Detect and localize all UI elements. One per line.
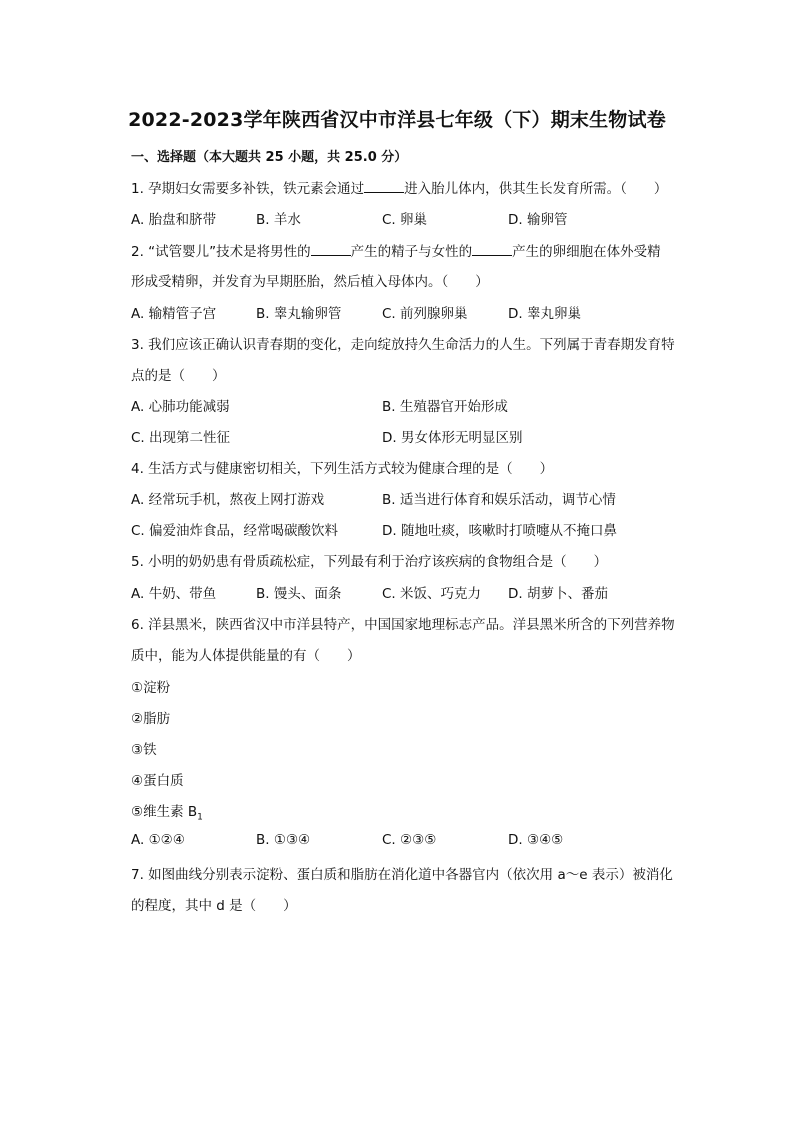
- question-1: [131, 177, 667, 197]
- section-heading: 一、选择题（本大题共 25 小题，共 25.0 分）: [131, 150, 408, 165]
- q6-item-1: ①淀粉: [131, 680, 171, 696]
- q1-option-b: B. 羊水: [256, 212, 301, 228]
- question-3: 3. 我们应该正确认识青春期的变化，走向绽放持久生命活力的人生。下列属于青春期发育特: [131, 337, 675, 353]
- answer-blank: [364, 180, 404, 193]
- q2-option-d: D. 睾丸卵巢: [508, 306, 581, 322]
- question-1-text-b: 进入胎儿体内，供其生长发育所需。（ ）: [404, 181, 668, 197]
- q1-option-d: D. 输卵管: [508, 212, 568, 228]
- q6-option-d: D. ③④⑤: [508, 832, 564, 848]
- q2-option-c: C. 前列腺卵巢: [382, 306, 468, 322]
- q3-option-d: D. 男女体形无明显区别: [382, 430, 523, 446]
- q4-option-b: B. 适当进行体育和娱乐活动，调节心情: [382, 492, 616, 508]
- q6-option-a: A. ①②④: [131, 832, 185, 848]
- q1-option-a: A. 胎盘和脐带: [131, 212, 217, 228]
- q1-option-c: C. 卵巢: [382, 212, 428, 228]
- question-6-line-2: 质中，能为人体提供能量的有（ ）: [131, 648, 361, 664]
- question-2-text-a: 2. “试管婴儿”技术是将男性的: [131, 244, 311, 260]
- q5-option-c: C. 米饭、巧克力: [382, 586, 482, 602]
- q3-option-a: A. 心肺功能减弱: [131, 399, 230, 415]
- question-3-line-2: 点的是（ ）: [131, 368, 226, 384]
- page-title: 2022-2023学年陕西省汉中市洋县七年级（下）期末生物试卷: [128, 109, 666, 131]
- question-4: 4. 生活方式与健康密切相关，下列生活方式较为健康合理的是（ ）: [131, 461, 554, 477]
- q6-item-2: ②脂肪: [131, 711, 171, 727]
- question-7: 7. 如图曲线分别表示淀粉、蛋白质和脂肪在消化道中各器官内（依次用 a～e 表示）被消化: [131, 867, 673, 883]
- q5-option-b: B. 馒头、面条: [256, 586, 342, 602]
- q4-option-c: C. 偏爱油炸食品，经常喝碳酸饮料: [131, 523, 339, 539]
- q4-option-a: A. 经常玩手机，熬夜上网打游戏: [131, 492, 325, 508]
- question-2: [131, 240, 661, 260]
- question-2-line-2: 形成受精卵，并发育为早期胚胎，然后植入母体内。（ ）: [131, 274, 489, 290]
- q4-option-d: D. 随地吐痰，咳嗽时打喷嚏从不掩口鼻: [382, 523, 617, 539]
- answer-blank: [311, 243, 351, 256]
- question-2-text-c: 产生的卵细胞在体外受精: [512, 244, 661, 260]
- q3-option-b: B. 生殖器官开始形成: [382, 399, 508, 415]
- q2-option-a: A. 输精管子宫: [131, 306, 217, 322]
- question-2-text-b: 产生的精子与女性的: [350, 244, 473, 260]
- q6-item-4: ④蛋白质: [131, 773, 184, 789]
- answer-blank: [472, 243, 512, 256]
- q6-item-5: [131, 800, 203, 823]
- q6-item-5-text: ⑤维生素 B: [131, 804, 198, 820]
- q2-option-b: B. 睾丸输卵管: [256, 306, 342, 322]
- question-7-line-2: 的程度，其中 d 是（ ）: [131, 898, 297, 914]
- question-5: 5. 小明的奶奶患有骨质疏松症，下列最有利于治疗该疾病的食物组合是（ ）: [131, 554, 608, 570]
- q6-item-3: ③铁: [131, 742, 157, 758]
- q5-option-d: D. 胡萝卜、番茄: [508, 586, 608, 602]
- q6-option-b: B. ①③④: [256, 832, 311, 848]
- q3-option-c: C. 出现第二性征: [131, 430, 231, 446]
- q5-option-a: A. 牛奶、带鱼: [131, 586, 217, 602]
- question-1-text-a: 1. 孕期妇女需要多补铁，铁元素会通过: [131, 181, 365, 197]
- q6-option-c: C. ②③⑤: [382, 832, 437, 848]
- subscript: 1: [197, 812, 203, 823]
- question-6: 6. 洋县黑米，陕西省汉中市洋县特产，中国国家地理标志产品。洋县黑米所含的下列营养物: [131, 617, 675, 633]
